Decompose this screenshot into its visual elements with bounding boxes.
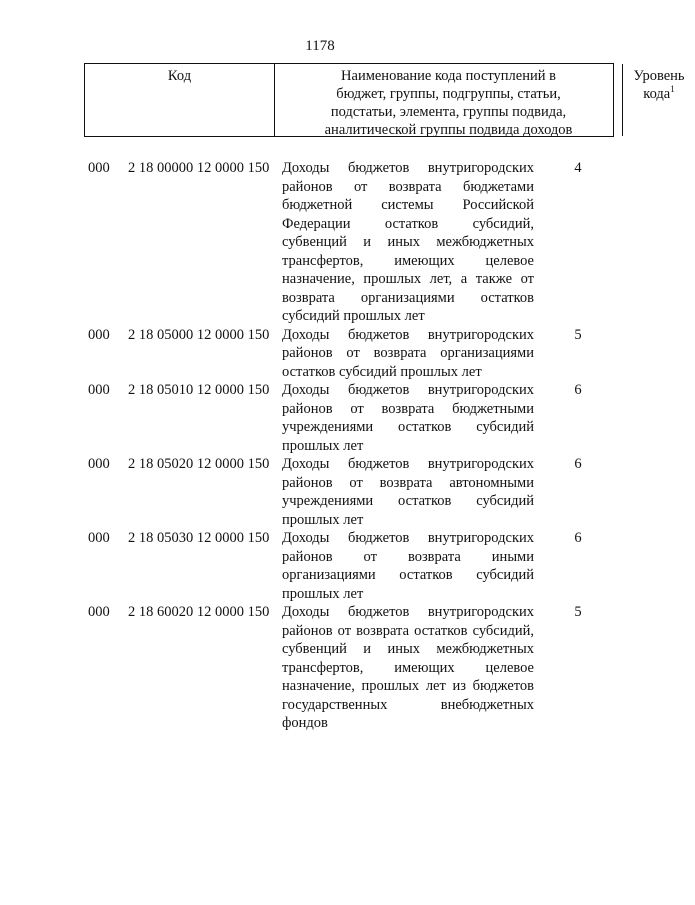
row-name-line: назначение, прошлых лет из бюджетов: [282, 678, 534, 694]
row-name-line: трансфертов, имеющих целевое: [282, 659, 534, 676]
header-name-line: подстатьи, элемента, группы подвида,: [330, 104, 567, 120]
row-admin-code: 000: [88, 530, 110, 546]
row-name-line: субсидий прошлых лет: [282, 308, 425, 324]
header-level-line2: кода: [643, 86, 671, 102]
row-code: 2 18 05000 12 0000 150: [128, 326, 270, 343]
row-name-line: государственных внебюджетных: [282, 696, 534, 713]
row-name-line: Доходы бюджетов внутригородских: [282, 160, 534, 176]
row-name-line: трансфертов, имеющих целевое: [282, 252, 534, 269]
row-name-line: назначение, прошлых лет, а также от: [282, 271, 534, 287]
row-name-line: Доходы бюджетов внутригородских: [282, 604, 534, 620]
row-name-line: прошлых лет: [282, 437, 364, 454]
row-name-line: организациями остатков субсидий: [282, 567, 534, 583]
header-code: Код: [85, 64, 275, 136]
row-name-line: субвенций и иных межбюджетных: [282, 641, 534, 657]
row-name-line: субвенций и иных межбюджетных: [282, 234, 534, 250]
table-row: [84, 529, 644, 603]
table-row: [84, 381, 644, 455]
row-name: [282, 381, 534, 455]
header-name: [275, 64, 623, 136]
row-name-line: районов от возврата иными: [282, 548, 534, 565]
row-admin-code: 000: [88, 456, 110, 472]
row-name-line: районов от возврата бюджетами: [282, 178, 534, 195]
table-row: [84, 603, 644, 733]
header-name-line: аналитической группы подвида доходов: [324, 122, 573, 138]
row-name-line: прошлых лет: [282, 585, 364, 602]
row-name: [282, 455, 534, 529]
row-name: [282, 159, 534, 326]
row-level: 5: [574, 326, 582, 343]
row-name-line: Доходы бюджетов внутригородских: [282, 326, 534, 343]
row-name: [282, 603, 534, 733]
row-name-line: Доходы бюджетов внутригородских: [282, 456, 534, 472]
row-name-line: возврата организациями остатков: [282, 289, 534, 306]
row-name-line: районов от возврата бюджетными: [282, 400, 534, 417]
row-code: 2 18 05020 12 0000 150: [128, 456, 270, 472]
row-name-line: Доходы бюджетов внутригородских: [282, 530, 534, 546]
row-code: 2 18 60020 12 0000 150: [128, 604, 270, 620]
table-header: [84, 63, 685, 138]
header-level: [623, 64, 695, 136]
row-level: 4: [574, 160, 582, 176]
row-name-line: районов от возврата остатков субсидий,: [282, 622, 534, 639]
table-row: [84, 326, 644, 382]
row-name: [282, 529, 534, 603]
row-code: 2 18 05030 12 0000 150: [128, 530, 270, 546]
row-name-line: фондов: [282, 715, 328, 731]
table-body: [84, 159, 644, 733]
row-name-line: Федерации остатков субсидий,: [282, 215, 534, 232]
row-level: 5: [574, 604, 582, 620]
row-name-line: Доходы бюджетов внутригородских: [282, 382, 534, 398]
row-admin-code: 000: [88, 604, 110, 620]
table-row: [84, 159, 644, 326]
row-name-line: районов от возврата организациями: [282, 345, 534, 361]
row-level: 6: [574, 382, 582, 398]
row-name-line: бюджетной системы Российской: [282, 197, 534, 213]
row-level: 6: [574, 456, 582, 472]
row-name-line: остатков субсидий прошлых лет: [282, 363, 482, 380]
row-admin-code: 000: [88, 326, 110, 343]
row-code: 2 18 00000 12 0000 150: [128, 160, 270, 176]
header-level-line1: Уровень: [633, 68, 685, 84]
row-admin-code: 000: [88, 160, 110, 176]
row-name: [282, 326, 534, 382]
footnote-marker: 1: [670, 84, 675, 94]
row-name-line: учреждениями остатков субсидий: [282, 493, 534, 509]
page-number: 1178: [305, 38, 335, 54]
row-level: 6: [574, 530, 582, 546]
row-name-line: районов от возврата автономными: [282, 474, 534, 491]
row-code: 2 18 05010 12 0000 150: [128, 382, 270, 398]
header-name-line: Наименование кода поступлений в: [341, 68, 556, 84]
row-admin-code: 000: [88, 382, 110, 398]
table-row: [84, 455, 644, 529]
header-name-line: бюджет, группы, подгруппы, статьи,: [336, 86, 561, 102]
row-name-line: прошлых лет: [282, 511, 364, 528]
row-name-line: учреждениями остатков субсидий: [282, 419, 534, 435]
